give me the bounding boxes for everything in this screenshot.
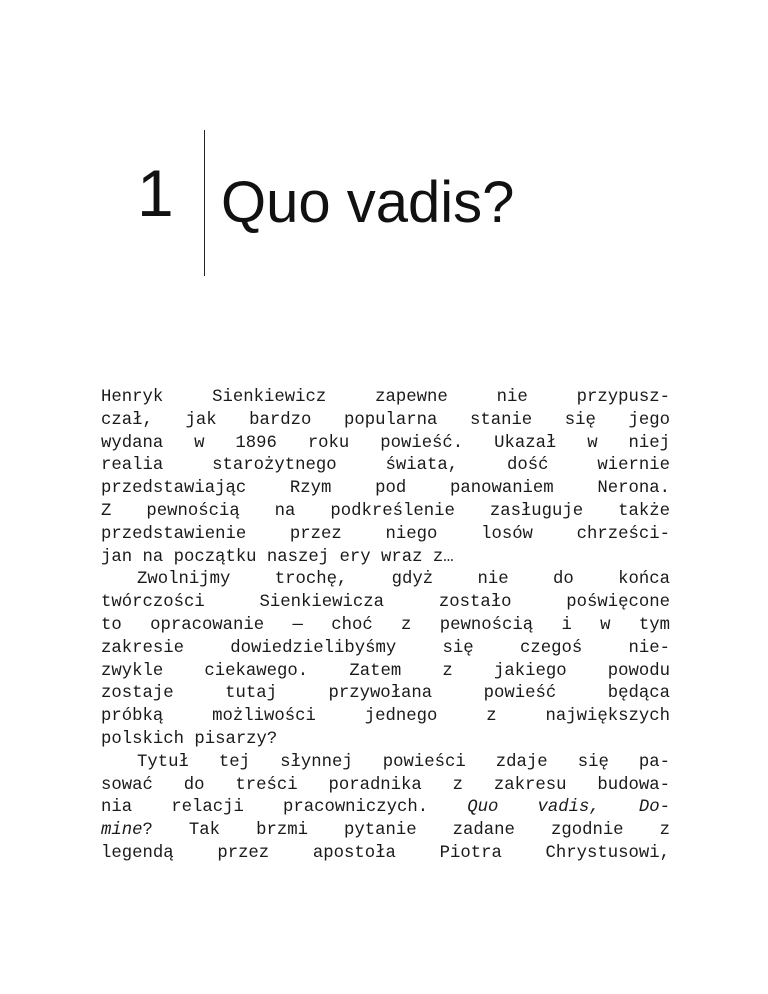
chapter-number: 1 xyxy=(137,156,174,230)
text-line: polskich pisarzy? xyxy=(101,729,278,749)
text-line: legendą przez apostoła Piotra Chrystusowi, xyxy=(101,843,670,863)
text-line: zwykle ciekawego. Zatem z jakiego powodu xyxy=(101,661,670,681)
text-line xyxy=(101,820,670,843)
chapter-title: Quo vadis? xyxy=(221,170,515,235)
text-line: realia starożytnego świata, dość wiernie xyxy=(101,456,670,476)
text-line: czał, jak bardzo popularna stanie się jego xyxy=(101,410,670,430)
chapter-divider xyxy=(204,130,205,276)
text-line: Z pewnością na podkreślenie zasługuje także xyxy=(101,501,670,521)
text-line: zostaje tutaj przywołana powieść będąca xyxy=(101,684,670,704)
body-text xyxy=(101,387,670,866)
text-line: wydana w 1896 roku powieść. Ukazał w niej xyxy=(101,433,670,453)
italic-segment: mine xyxy=(101,821,143,841)
text-line: przedstawienie przez niego losów chrześci- xyxy=(101,524,670,544)
text-line: sować do treści poradnika z zakresu budowa- xyxy=(101,775,670,795)
text-line: Tytuł tej słynnej powieści zdaje się pa- xyxy=(137,752,670,772)
text-line: zakresie dowiedzielibyśmy się czegoś nie- xyxy=(101,638,670,658)
text-line: Henryk Sienkiewicz zapewne nie przypusz- xyxy=(101,388,670,407)
text-line: próbką możliwości jednego z największych xyxy=(101,707,670,727)
text-segment: ? Tak brzmi pytanie zadane zgodnie z xyxy=(142,821,670,841)
text-line: to opracowanie — choć z pewnością i w tym xyxy=(101,615,670,635)
text-line xyxy=(101,797,670,820)
text-line: twórczości Sienkiewicza zostało poświęcone xyxy=(101,593,670,613)
text-line: Zwolnijmy trochę, gdyż nie do końca xyxy=(137,570,670,590)
text-segment: nia relacji pracowniczych. xyxy=(101,798,429,818)
text-line: jan na początku naszej ery wraz z… xyxy=(101,547,454,567)
text-line: przedstawiając Rzym pod panowaniem Nerona. xyxy=(101,479,670,499)
italic-segment: Quo vadis, Do- xyxy=(467,798,671,818)
